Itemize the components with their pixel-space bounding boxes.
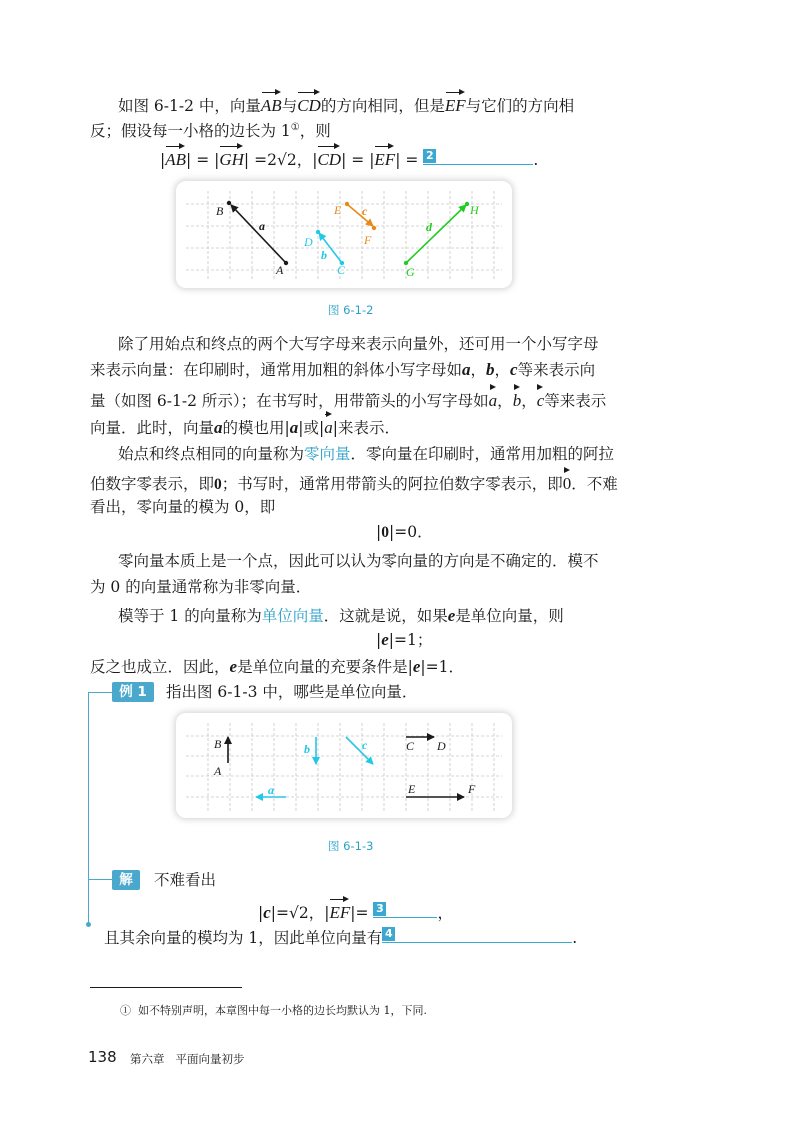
page-number: 138 — [88, 1048, 117, 1066]
p4-line2: 为 0 的向量通常称为非零向量． — [90, 578, 312, 596]
label-c: c — [362, 204, 368, 218]
p2-line4: 向量．此时，向量a的模也用|a|或|a|来表示． — [90, 411, 400, 441]
label-F: F — [468, 782, 476, 796]
solution-line3: 且其余向量的模均为 1，因此单位向量有 4 . — [104, 927, 578, 947]
solution-tag: 解 — [112, 870, 140, 890]
label-C: C — [406, 739, 415, 753]
p3-line2: 伯数字零表示，即0；书写时，通常用带箭头的阿拉伯数字零表示，即0．不难 — [90, 467, 618, 498]
point-f — [372, 226, 376, 230]
label-F: F — [364, 233, 372, 247]
label-B: B — [216, 204, 224, 218]
example-bracket-mid — [88, 879, 112, 880]
vector-c-arrow — [348, 205, 373, 226]
footnote-ref[interactable]: ① — [290, 122, 300, 133]
answer-blank-3[interactable]: 3 — [373, 900, 437, 918]
vector-c-arrow — [346, 737, 373, 764]
label-c: c — [362, 738, 368, 752]
example-tag: 例 1 — [112, 682, 154, 702]
point-a — [284, 261, 288, 265]
p5-equation: |e|=1； — [376, 630, 433, 649]
example-bracket-vertical — [88, 692, 89, 924]
p4-line1: 零向量本质上是一个点，因此可以认为零向量的方向是不确定的．模不 — [118, 552, 599, 570]
label-A: A — [276, 263, 284, 277]
footer-chapter: 第六章 平面向量初步 — [130, 1052, 245, 1066]
vector-ef: EF — [445, 89, 466, 119]
point-b — [227, 201, 231, 205]
figure-6-1-3 — [176, 713, 512, 818]
label-b: b — [304, 742, 310, 756]
label-a: a — [259, 219, 265, 233]
point-h — [465, 202, 469, 206]
term-unit-vector: 单位向量 — [261, 607, 324, 625]
point-d — [316, 230, 320, 234]
p1-line1: 如图 6-1-2 中，向量AB与CD的方向相同，但是EF与它们的方向相 — [118, 89, 574, 119]
vector-a-arrow — [231, 205, 286, 263]
p1-equation: |AB| = |GH| =2√2，|CD| = |EF| = 2 . — [160, 143, 538, 173]
footnote-rule — [90, 987, 242, 988]
label-G: G — [406, 265, 415, 279]
footnote: ① 如不特别声明，本章图中每一小格的边长均默认为 1，下同. — [120, 1004, 427, 1017]
term-zero-vector: 零向量 — [304, 445, 351, 463]
vector-cd: CD — [297, 89, 321, 119]
example-bracket — [88, 692, 112, 693]
p5-line3: 反之也成立．因此，e是单位向量的充要条件是|e|=1． — [90, 657, 464, 676]
label-C: C — [337, 263, 346, 277]
label-E: E — [408, 782, 416, 796]
figure-6-1-2-svg — [176, 181, 512, 288]
figure-6-1-2-caption: 图 6-1-2 — [328, 303, 374, 317]
answer-blank-4[interactable]: 4 — [382, 925, 572, 943]
label-a: a — [268, 783, 274, 797]
p1-line2: 反；假设每一小格的边长为 1①，则 — [90, 122, 331, 141]
label-E: E — [334, 203, 342, 217]
p3-line3: 看出，零向量的模为 0，即 — [90, 498, 276, 516]
vector-d-arrow — [406, 205, 466, 263]
answer-blank-2[interactable]: 2 — [423, 147, 533, 165]
point-e — [345, 202, 349, 206]
figure-6-1-3-caption: 图 6-1-3 — [328, 839, 374, 853]
p5-line1: 模等于 1 的向量称为单位向量．这就是说，如果e是单位向量，则 — [118, 606, 564, 625]
solution-line1: 不难看出 — [154, 871, 217, 889]
p2-line1: 除了用始点和终点的两个大写字母来表示向量外，还可用一个小写字母 — [118, 335, 599, 353]
label-b: b — [321, 248, 327, 262]
label-D: D — [304, 235, 313, 249]
figure-6-1-2 — [176, 181, 512, 288]
label-D: D — [437, 739, 446, 753]
p2-line3: 量（如图 6-1-2 所示）；在书写时，用带箭头的小写字母如a，b，c等来表示 — [90, 384, 606, 414]
figure-6-1-3-svg — [176, 713, 512, 818]
p3-equation: |0|=0． — [376, 523, 433, 541]
p3-line1: 始点和终点相同的向量称为零向量．零向量在印刷时，通常用加粗的阿拉 — [118, 445, 615, 463]
label-H: H — [470, 203, 479, 217]
p2-line2: 来表示向量：在印刷时，通常用加粗的斜体小写字母如a，b，c等来表示向 — [90, 360, 596, 379]
example-bracket-dot — [86, 922, 91, 927]
vector-ab: AB — [261, 89, 282, 119]
label-A: A — [214, 764, 222, 778]
solution-equation: |c|=√2，|EF|= 3 ， — [258, 896, 453, 926]
example-question: 指出图 6-1-3 中，哪些是单位向量． — [166, 683, 418, 701]
label-d: d — [426, 220, 432, 234]
label-B: B — [214, 737, 222, 751]
